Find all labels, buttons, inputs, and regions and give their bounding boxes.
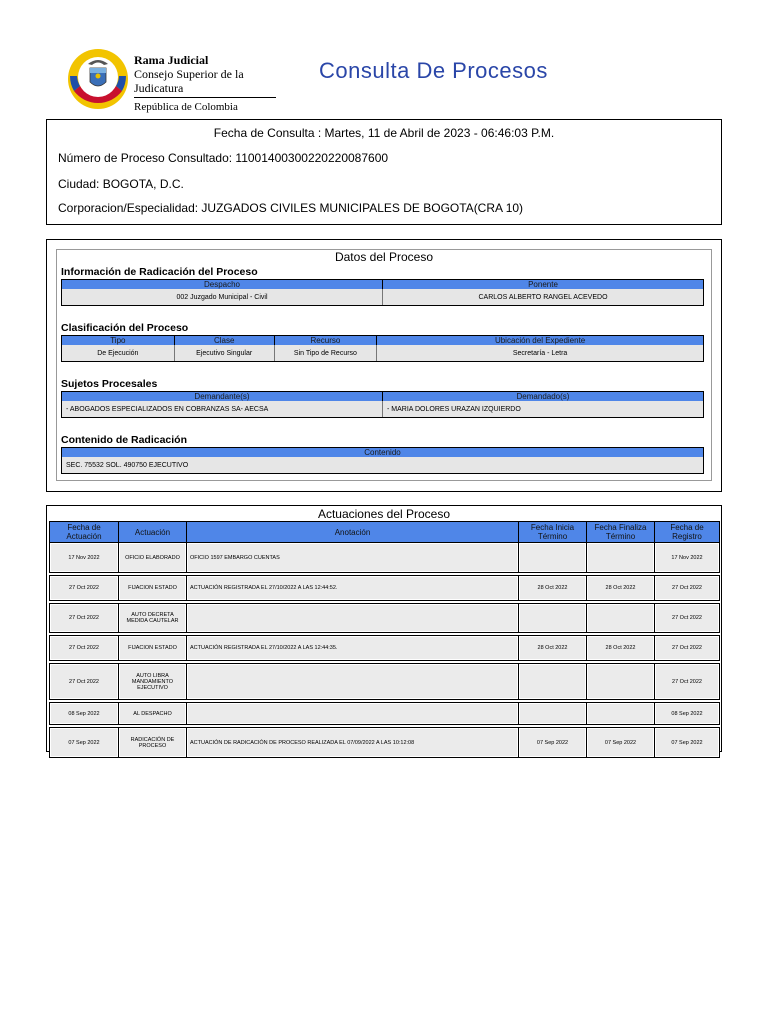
col-fecha-registro: Fecha de Registro [655, 522, 720, 543]
radicacion-table [61, 279, 704, 306]
actuaciones-title: Actuaciones del Proceso [317, 507, 451, 521]
table-row [50, 604, 720, 633]
tipo-value: De Ejecución [62, 345, 174, 361]
fecha-finaliza-cell [587, 543, 655, 573]
fecha-registro-cell: 17 Nov 2022 [655, 543, 720, 573]
fecha-actuacion-cell: 08 Sep 2022 [50, 703, 119, 725]
page-title: Consulta De Procesos [319, 58, 548, 83]
fecha-inicia-cell [519, 664, 587, 700]
fecha-actuacion-cell: 27 Oct 2022 [50, 664, 119, 700]
fecha-inicia-cell: 07 Sep 2022 [519, 728, 587, 758]
fecha-finaliza-cell: 28 Oct 2022 [587, 636, 655, 661]
org-name [134, 53, 276, 114]
fecha-finaliza-cell [587, 664, 655, 700]
fecha-inicia-cell: 28 Oct 2022 [519, 576, 587, 601]
contenido-value: SEC. 75532 SOL. 490750 EJECUTIVO [66, 461, 189, 469]
col-demandados: Demandado(s) [383, 392, 704, 401]
table-row [50, 703, 720, 725]
table-row [50, 543, 720, 573]
col-fecha-actuacion: Fecha de Actuación [50, 522, 119, 543]
table-row [50, 576, 720, 601]
clasificacion-table [61, 335, 704, 362]
demandante-value: - ABOGADOS ESPECIALIZADOS EN COBRANZAS SA- AECSA [62, 401, 383, 417]
anotacion-cell: ACTUACIÓN REGISTRADA EL 27/10/2022 A LAS 12:44:52. [187, 576, 519, 601]
fecha-consulta: Fecha de Consulta : Martes, 11 de Abril de 2023 - 06:46:03 P.M. [213, 126, 555, 140]
fecha-registro-cell: 07 Sep 2022 [655, 728, 720, 758]
col-ubicacion: Ubicación del Expediente [377, 336, 703, 345]
col-contenido: Contenido [62, 448, 703, 457]
ciudad: Ciudad: BOGOTA, D.C. [58, 177, 184, 191]
fecha-finaliza-cell: 07 Sep 2022 [587, 728, 655, 758]
anotacion-cell: OFICIO 1597 EMBARGO CUENTAS [187, 543, 519, 573]
radicacion-title: Información de Radicación del Proceso [61, 266, 258, 278]
clase-value: Ejecutivo Singular [174, 345, 274, 361]
datos-proceso-box [46, 239, 722, 492]
fecha-inicia-cell [519, 543, 587, 573]
actuacion-cell: AUTO LIBRA MANDAMIENTO EJECUTIVO [119, 664, 187, 700]
col-tipo: Tipo [62, 336, 174, 345]
fecha-registro-cell: 27 Oct 2022 [655, 604, 720, 633]
fecha-inicia-cell [519, 703, 587, 725]
fecha-actuacion-cell: 17 Nov 2022 [50, 543, 119, 573]
sujetos-title: Sujetos Procesales [61, 378, 158, 390]
fecha-actuacion-cell: 27 Oct 2022 [50, 636, 119, 661]
fecha-inicia-cell [519, 604, 587, 633]
fecha-actuacion-cell: 27 Oct 2022 [50, 576, 119, 601]
anotacion-cell [187, 664, 519, 700]
col-anotacion: Anotación [187, 522, 519, 543]
clasificacion-title: Clasificación del Proceso [61, 322, 189, 334]
contenido-table [61, 447, 704, 474]
despacho-value: 002 Juzgado Municipal - Civil [62, 289, 383, 305]
fecha-registro-cell: 08 Sep 2022 [655, 703, 720, 725]
demandado-value: - MARIA DOLORES URAZAN IZQUIERDO [387, 405, 521, 413]
fecha-finaliza-cell [587, 703, 655, 725]
col-fecha-inicia: Fecha Inicia Término [519, 522, 587, 543]
org-line3: República de Colombia [134, 101, 238, 113]
col-demandantes: Demandante(s) [62, 392, 383, 401]
fecha-registro-cell: 27 Oct 2022 [655, 636, 720, 661]
col-recurso: Recurso [274, 336, 377, 345]
table-row [50, 636, 720, 661]
col-ponente: Ponente [383, 280, 704, 289]
fecha-finaliza-cell: 28 Oct 2022 [587, 576, 655, 601]
rama-judicial-logo [66, 46, 130, 112]
fecha-finaliza-cell [587, 604, 655, 633]
fecha-actuacion-cell: 27 Oct 2022 [50, 604, 119, 633]
col-despacho: Despacho [62, 280, 383, 289]
contenido-title: Contenido de Radicación [61, 434, 188, 446]
datos-proceso-panel [56, 249, 712, 481]
numero-proceso: Número de Proceso Consultado: 11001400300220220087600 [58, 151, 389, 165]
actuacion-cell: FIJACION ESTADO [119, 576, 187, 601]
actuacion-cell: FIJACION ESTADO [119, 636, 187, 661]
table-row [50, 664, 720, 700]
ubicacion-value: Secretaría - Letra [512, 349, 568, 357]
sujetos-table [61, 391, 704, 418]
actuaciones-box [46, 505, 722, 752]
anotacion-cell: ACTUACIÓN REGISTRADA EL 27/10/2022 A LAS 12:44:35. [187, 636, 519, 661]
table-row [50, 728, 720, 758]
col-actuacion: Actuación [119, 522, 187, 543]
fecha-actuacion-cell: 07 Sep 2022 [50, 728, 119, 758]
actuacion-cell: AL DESPACHO [119, 703, 187, 725]
anotacion-cell: ACTUACIÓN DE RADICACIÓN DE PROCESO REALIZADA EL 07/09/2022 A LAS 10:12:08 [187, 728, 519, 758]
ponente-value: CARLOS ALBERTO RANGEL ACEVEDO [478, 293, 608, 301]
datos-proceso-title: Datos del Proceso [334, 250, 434, 264]
actuacion-cell: AUTO DECRETA MEDIDA CAUTELAR [119, 604, 187, 633]
corporacion: Corporacion/Especialidad: JUZGADOS CIVILES MUNICIPALES DE BOGOTA(CRA 10) [58, 201, 524, 215]
fecha-registro-cell: 27 Oct 2022 [655, 664, 720, 700]
org-line2: Consejo Superior de la Judicatura [134, 67, 276, 98]
fecha-inicia-cell: 28 Oct 2022 [519, 636, 587, 661]
col-fecha-finaliza: Fecha Finaliza Término [587, 522, 655, 543]
col-clase: Clase [174, 336, 274, 345]
actuacion-cell: OFICIO ELABORADO [119, 543, 187, 573]
org-line1: Rama Judicial [134, 53, 209, 67]
actuacion-cell: RADICACIÓN DE PROCESO [119, 728, 187, 758]
anotacion-cell [187, 703, 519, 725]
anotacion-cell [187, 604, 519, 633]
recurso-value: Sin Tipo de Recurso [274, 345, 377, 361]
consulta-info-box [46, 119, 722, 225]
actuaciones-table [49, 521, 720, 758]
fecha-registro-cell: 27 Oct 2022 [655, 576, 720, 601]
